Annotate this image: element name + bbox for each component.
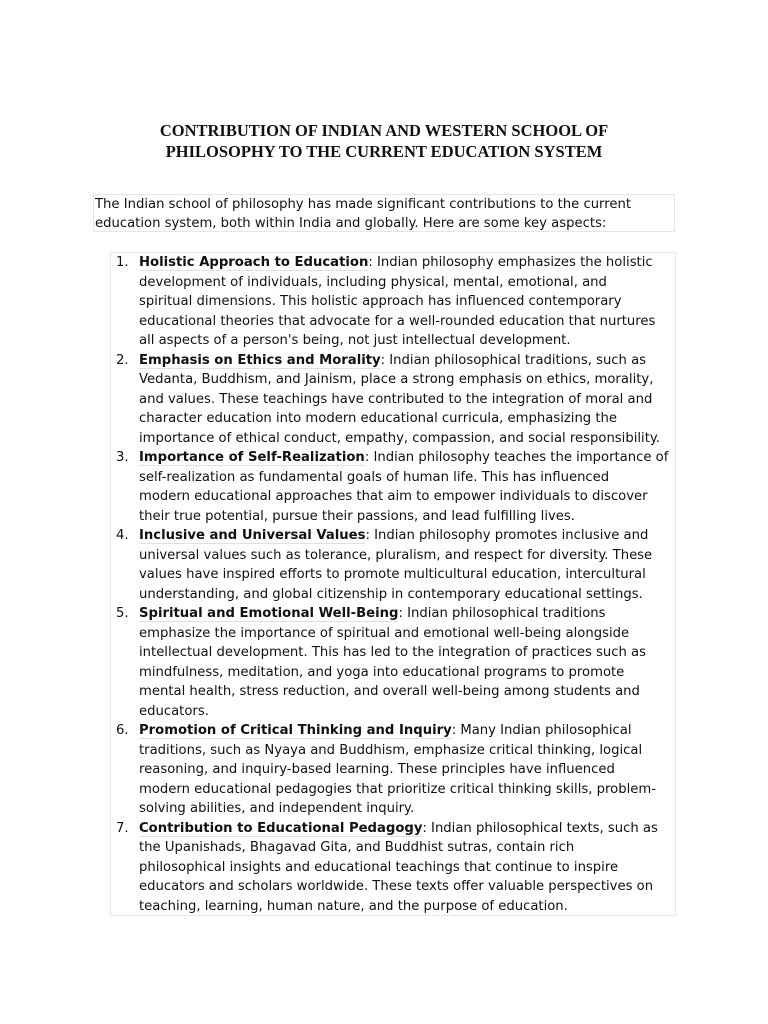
list-item-line: philosophical insights and educational teachings that continue to inspire bbox=[139, 859, 619, 875]
list-item-line bbox=[139, 819, 673, 839]
list-item-line: modern educational approaches that aim to empower individuals to discover bbox=[139, 489, 648, 504]
list-item-line bbox=[139, 351, 673, 371]
list-item-line: educational theories that advocate for a well-rounded education that nurtures bbox=[139, 313, 656, 329]
list-item-line: intellectual development. This has led to the integration of practices such as bbox=[139, 645, 646, 660]
list-item-term[interactable]: Importance of Self-Realization bbox=[139, 450, 365, 465]
list-item-line: all aspects of a person's being, not just intellectual development. bbox=[139, 333, 571, 348]
list-item bbox=[111, 351, 675, 449]
list-item bbox=[111, 721, 675, 819]
title-line-1: CONTRIBUTION OF INDIAN AND WESTERN SCHOOL OF bbox=[159, 121, 609, 140]
list-item-line: educators and scholars worldwide. These texts offer valuable perspectives on bbox=[139, 879, 654, 894]
intro-line-1: The Indian school of philosophy has made significant contributions to the current bbox=[95, 197, 632, 212]
list-item-line: reasoning, and inquiry-based learning. These principles have influenced bbox=[139, 762, 615, 777]
list-item-term[interactable]: Holistic Approach to Education bbox=[139, 255, 369, 270]
list-item-line bbox=[139, 253, 673, 273]
list-item-line: mindfulness, meditation, and yoga into educational programs to promote bbox=[139, 664, 625, 680]
list-item-number: 4. bbox=[116, 528, 129, 543]
list-item-number: 6. bbox=[116, 723, 129, 738]
list-item-line: mental health, stress reduction, and overall well-being among students and bbox=[139, 684, 640, 699]
list-item-term[interactable]: Emphasis on Ethics and Morality bbox=[139, 352, 381, 368]
list-item-line: spiritual dimensions. This holistic approach has influenced contemporary bbox=[139, 294, 622, 309]
list-item-line: understanding, and global citizenship in contemporary educational settings. bbox=[139, 586, 643, 602]
key-aspects-list-box bbox=[110, 252, 676, 916]
list-item-text: : Many Indian philosophical bbox=[451, 723, 632, 738]
key-aspects-list bbox=[111, 253, 675, 916]
list-item-line: teaching, learning, human nature, and the purpose of education. bbox=[139, 898, 568, 914]
title-line-2: PHILOSOPHY TO THE CURRENT EDUCATION SYSTEM bbox=[165, 142, 603, 161]
list-item-text: : Indian philosophy teaches the importance of bbox=[364, 450, 669, 465]
list-item-line: emphasize the importance of spiritual and emotional well-being alongside bbox=[139, 625, 630, 641]
list-item-line: and values. These teachings have contributed to the integration of moral and bbox=[139, 391, 653, 407]
list-item-number: 2. bbox=[116, 352, 129, 368]
list-item bbox=[111, 253, 675, 351]
intro-line-2: education system, both within India and globally. Here are some key aspects: bbox=[95, 216, 607, 231]
document-title bbox=[0, 120, 768, 162]
list-item bbox=[111, 526, 675, 604]
list-item-text: : Indian philosophy promotes inclusive and bbox=[365, 528, 649, 543]
intro-paragraph bbox=[93, 194, 675, 232]
list-item-line: self-realization as fundamental goals of human life. This has influenced bbox=[139, 469, 610, 485]
list-item-text: : Indian philosophy emphasizes the holistic bbox=[368, 255, 653, 270]
list-item-term[interactable]: Promotion of Critical Thinking and Inquiry bbox=[139, 723, 452, 738]
list-item-number: 5. bbox=[116, 606, 129, 621]
list-item-term[interactable]: Contribution to Educational Pedagogy bbox=[139, 820, 423, 836]
list-item-line: their true potential, pursue their passions, and lead fulfilling lives. bbox=[139, 508, 575, 524]
list-item-line: Vedanta, Buddhism, and Jainism, place a strong emphasis on ethics, morality, bbox=[139, 372, 654, 387]
list-item-line: traditions, such as Nyaya and Buddhism, emphasize critical thinking, logical bbox=[139, 742, 643, 758]
list-item-term[interactable]: Inclusive and Universal Values bbox=[139, 528, 366, 543]
list-item-line: development of individuals, including physical, mental, emotional, and bbox=[139, 274, 607, 290]
list-item-line: modern educational pedagogies that prioritize critical thinking skills, problem- bbox=[139, 781, 656, 797]
list-item bbox=[111, 604, 675, 721]
list-item-line bbox=[139, 526, 673, 546]
list-item-line: character education into modern educational curricula, emphasizing the bbox=[139, 411, 618, 426]
list-item-line: importance of ethical conduct, empathy, compassion, and social responsibility. bbox=[139, 430, 660, 446]
list-item-line: universal values such as tolerance, pluralism, and respect for diversity. These bbox=[139, 547, 653, 563]
list-item bbox=[111, 448, 675, 526]
list-item-line: solving abilities, and independent inquiry. bbox=[139, 801, 415, 816]
list-item-line bbox=[139, 721, 673, 741]
list-item-number: 1. bbox=[116, 255, 129, 270]
list-item-line bbox=[139, 448, 673, 468]
list-item-number: 7. bbox=[116, 820, 129, 836]
list-item bbox=[111, 819, 675, 917]
list-item-term[interactable]: Spiritual and Emotional Well-Being bbox=[139, 606, 399, 621]
list-item-text: : Indian philosophical traditions, such as bbox=[380, 352, 647, 368]
list-item-line bbox=[139, 604, 673, 624]
list-item-text: : Indian philosophical texts, such as bbox=[422, 820, 658, 836]
list-item-number: 3. bbox=[116, 450, 129, 465]
list-item-line: values have inspired efforts to promote multicultural education, intercultural bbox=[139, 567, 646, 582]
list-item-line: the Upanishads, Bhagavad Gita, and Buddhist sutras, contain rich bbox=[139, 840, 575, 855]
list-item-line: educators. bbox=[139, 703, 209, 719]
list-item-text: : Indian philosophical traditions bbox=[398, 606, 606, 621]
